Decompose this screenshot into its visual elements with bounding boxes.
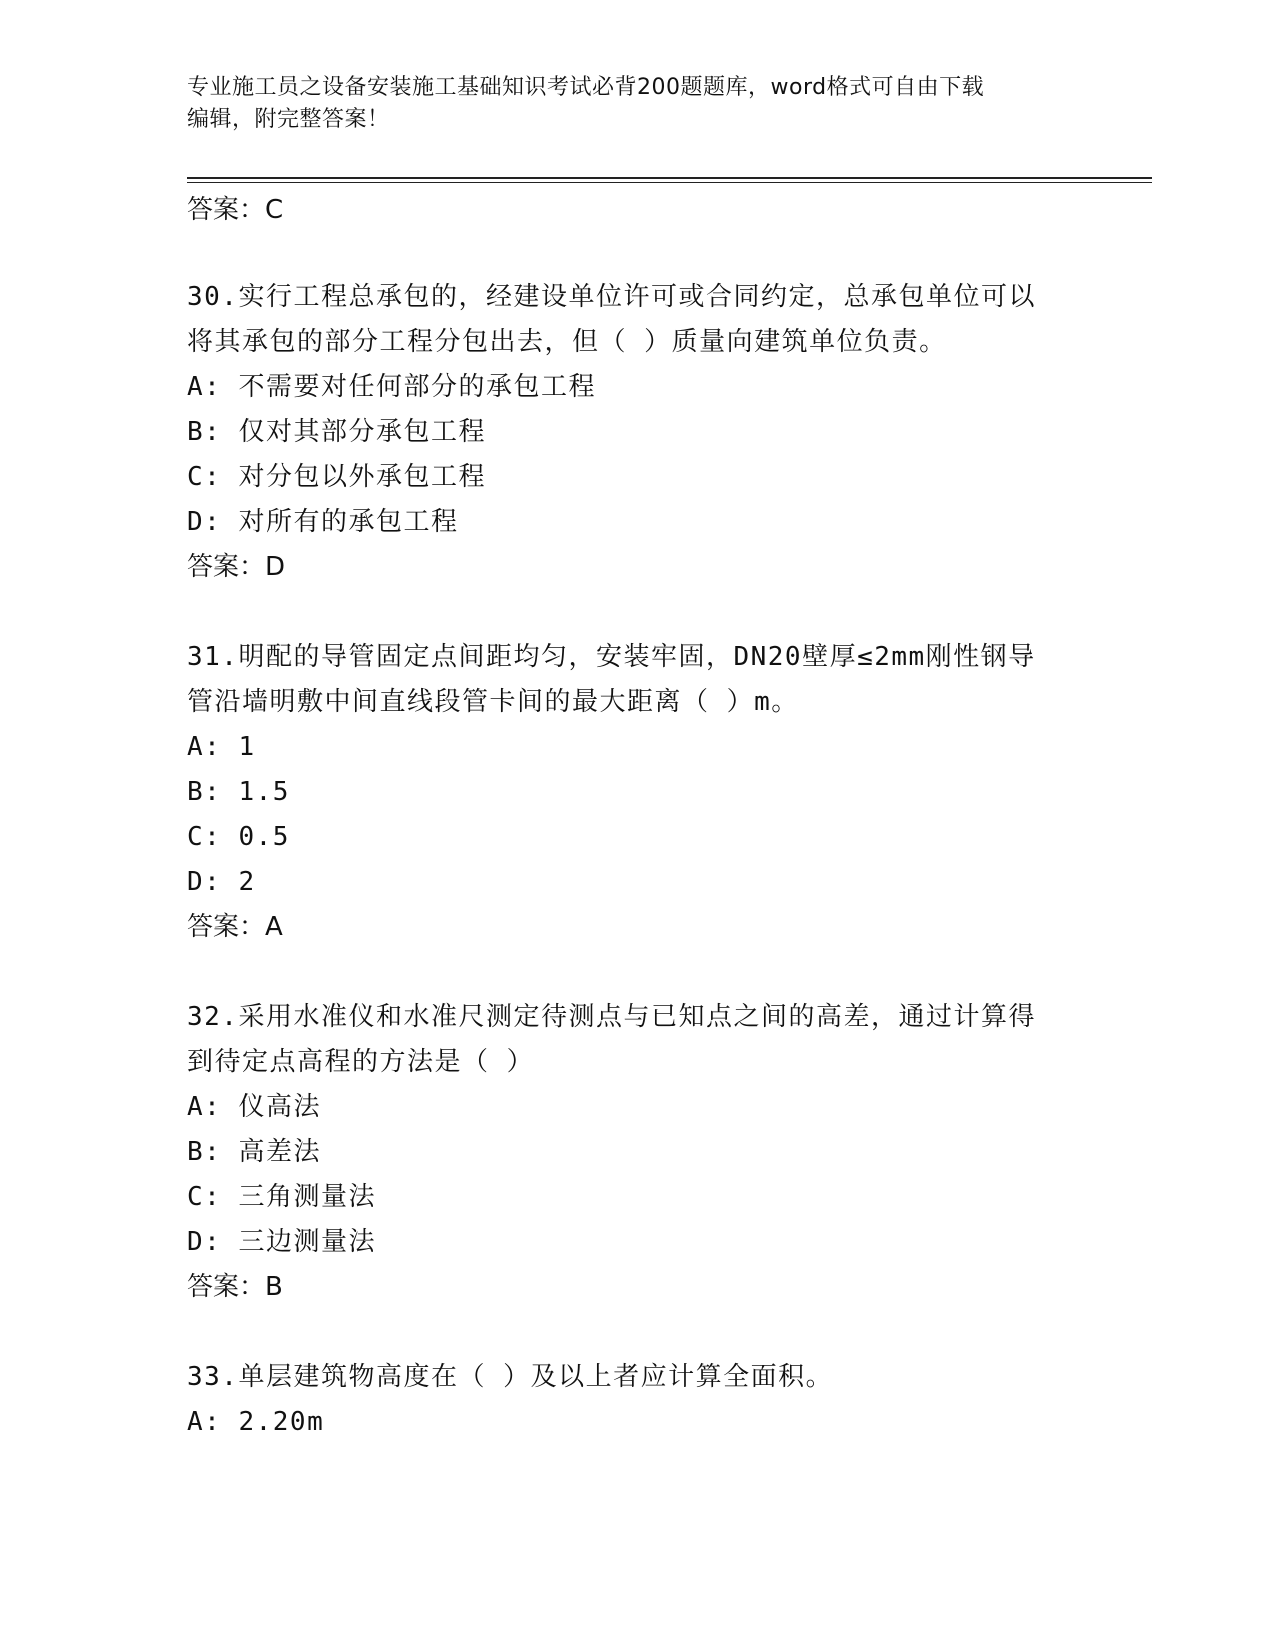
question-32-line-2: 到待定点高程的方法是（ ）: [187, 1047, 535, 1077]
document-header: [187, 72, 1067, 136]
question-31-text: [187, 635, 1087, 725]
header-rule-thin: [187, 182, 1152, 183]
question-30-option-d: D: 对所有的承包工程: [187, 507, 459, 537]
question-31-line-1: 31.明配的导管固定点间距均匀，安装牢固，DN20壁厚≤2mm刚性钢导: [187, 642, 1036, 672]
question-30-answer: 答案：D: [187, 552, 286, 582]
question-32-option-d: D: 三边测量法: [187, 1227, 376, 1257]
question-31: [187, 635, 1087, 950]
answer-29: 答案：C: [187, 195, 284, 225]
question-32-option-a: A: 仪高法: [187, 1092, 321, 1122]
question-32-text: [187, 995, 1087, 1085]
question-32-answer: 答案：B: [187, 1272, 283, 1302]
document-body: [187, 190, 1087, 1445]
question-30-option-c: C: 对分包以外承包工程: [187, 462, 486, 492]
header-line-2: 编辑，附完整答案！: [187, 107, 390, 132]
question-31-option-a: A: 1: [187, 732, 256, 762]
question-33-option-a: A: 2.20m: [187, 1407, 325, 1437]
question-31-option-d: D: 2: [187, 867, 256, 897]
question-30-line-2: 将其承包的部分工程分包出去，但（ ）质量向建筑单位负责。: [187, 327, 947, 357]
question-30-option-b: B: 仅对其部分承包工程: [187, 417, 486, 447]
question-32-line-1: 32.采用水准仪和水准尺测定待测点与已知点之间的高差，通过计算得: [187, 1002, 1036, 1032]
question-33-text: [187, 1355, 1087, 1400]
question-32-option-c: C: 三角测量法: [187, 1182, 376, 1212]
header-rule-thick: [187, 177, 1152, 179]
question-32-option-b: B: 高差法: [187, 1137, 321, 1167]
question-32: [187, 995, 1087, 1310]
question-33-line-1: 33.单层建筑物高度在（ ）及以上者应计算全面积。: [187, 1362, 834, 1392]
header-line-1: 专业施工员之设备安装施工基础知识考试必背200题题库，word格式可自由下载: [187, 75, 985, 100]
question-31-line-2: 管沿墙明敷中间直线段管卡间的最大距离（ ）m。: [187, 687, 799, 717]
question-33: [187, 1355, 1087, 1445]
question-30-option-a: A: 不需要对任何部分的承包工程: [187, 372, 596, 402]
question-30-line-1: 30.实行工程总承包的，经建设单位许可或合同约定，总承包单位可以: [187, 282, 1036, 312]
question-31-option-b: B: 1.5: [187, 777, 290, 807]
question-31-answer: 答案：A: [187, 912, 283, 942]
question-30-text: [187, 275, 1087, 365]
question-30: [187, 275, 1087, 590]
question-31-option-c: C: 0.5: [187, 822, 290, 852]
